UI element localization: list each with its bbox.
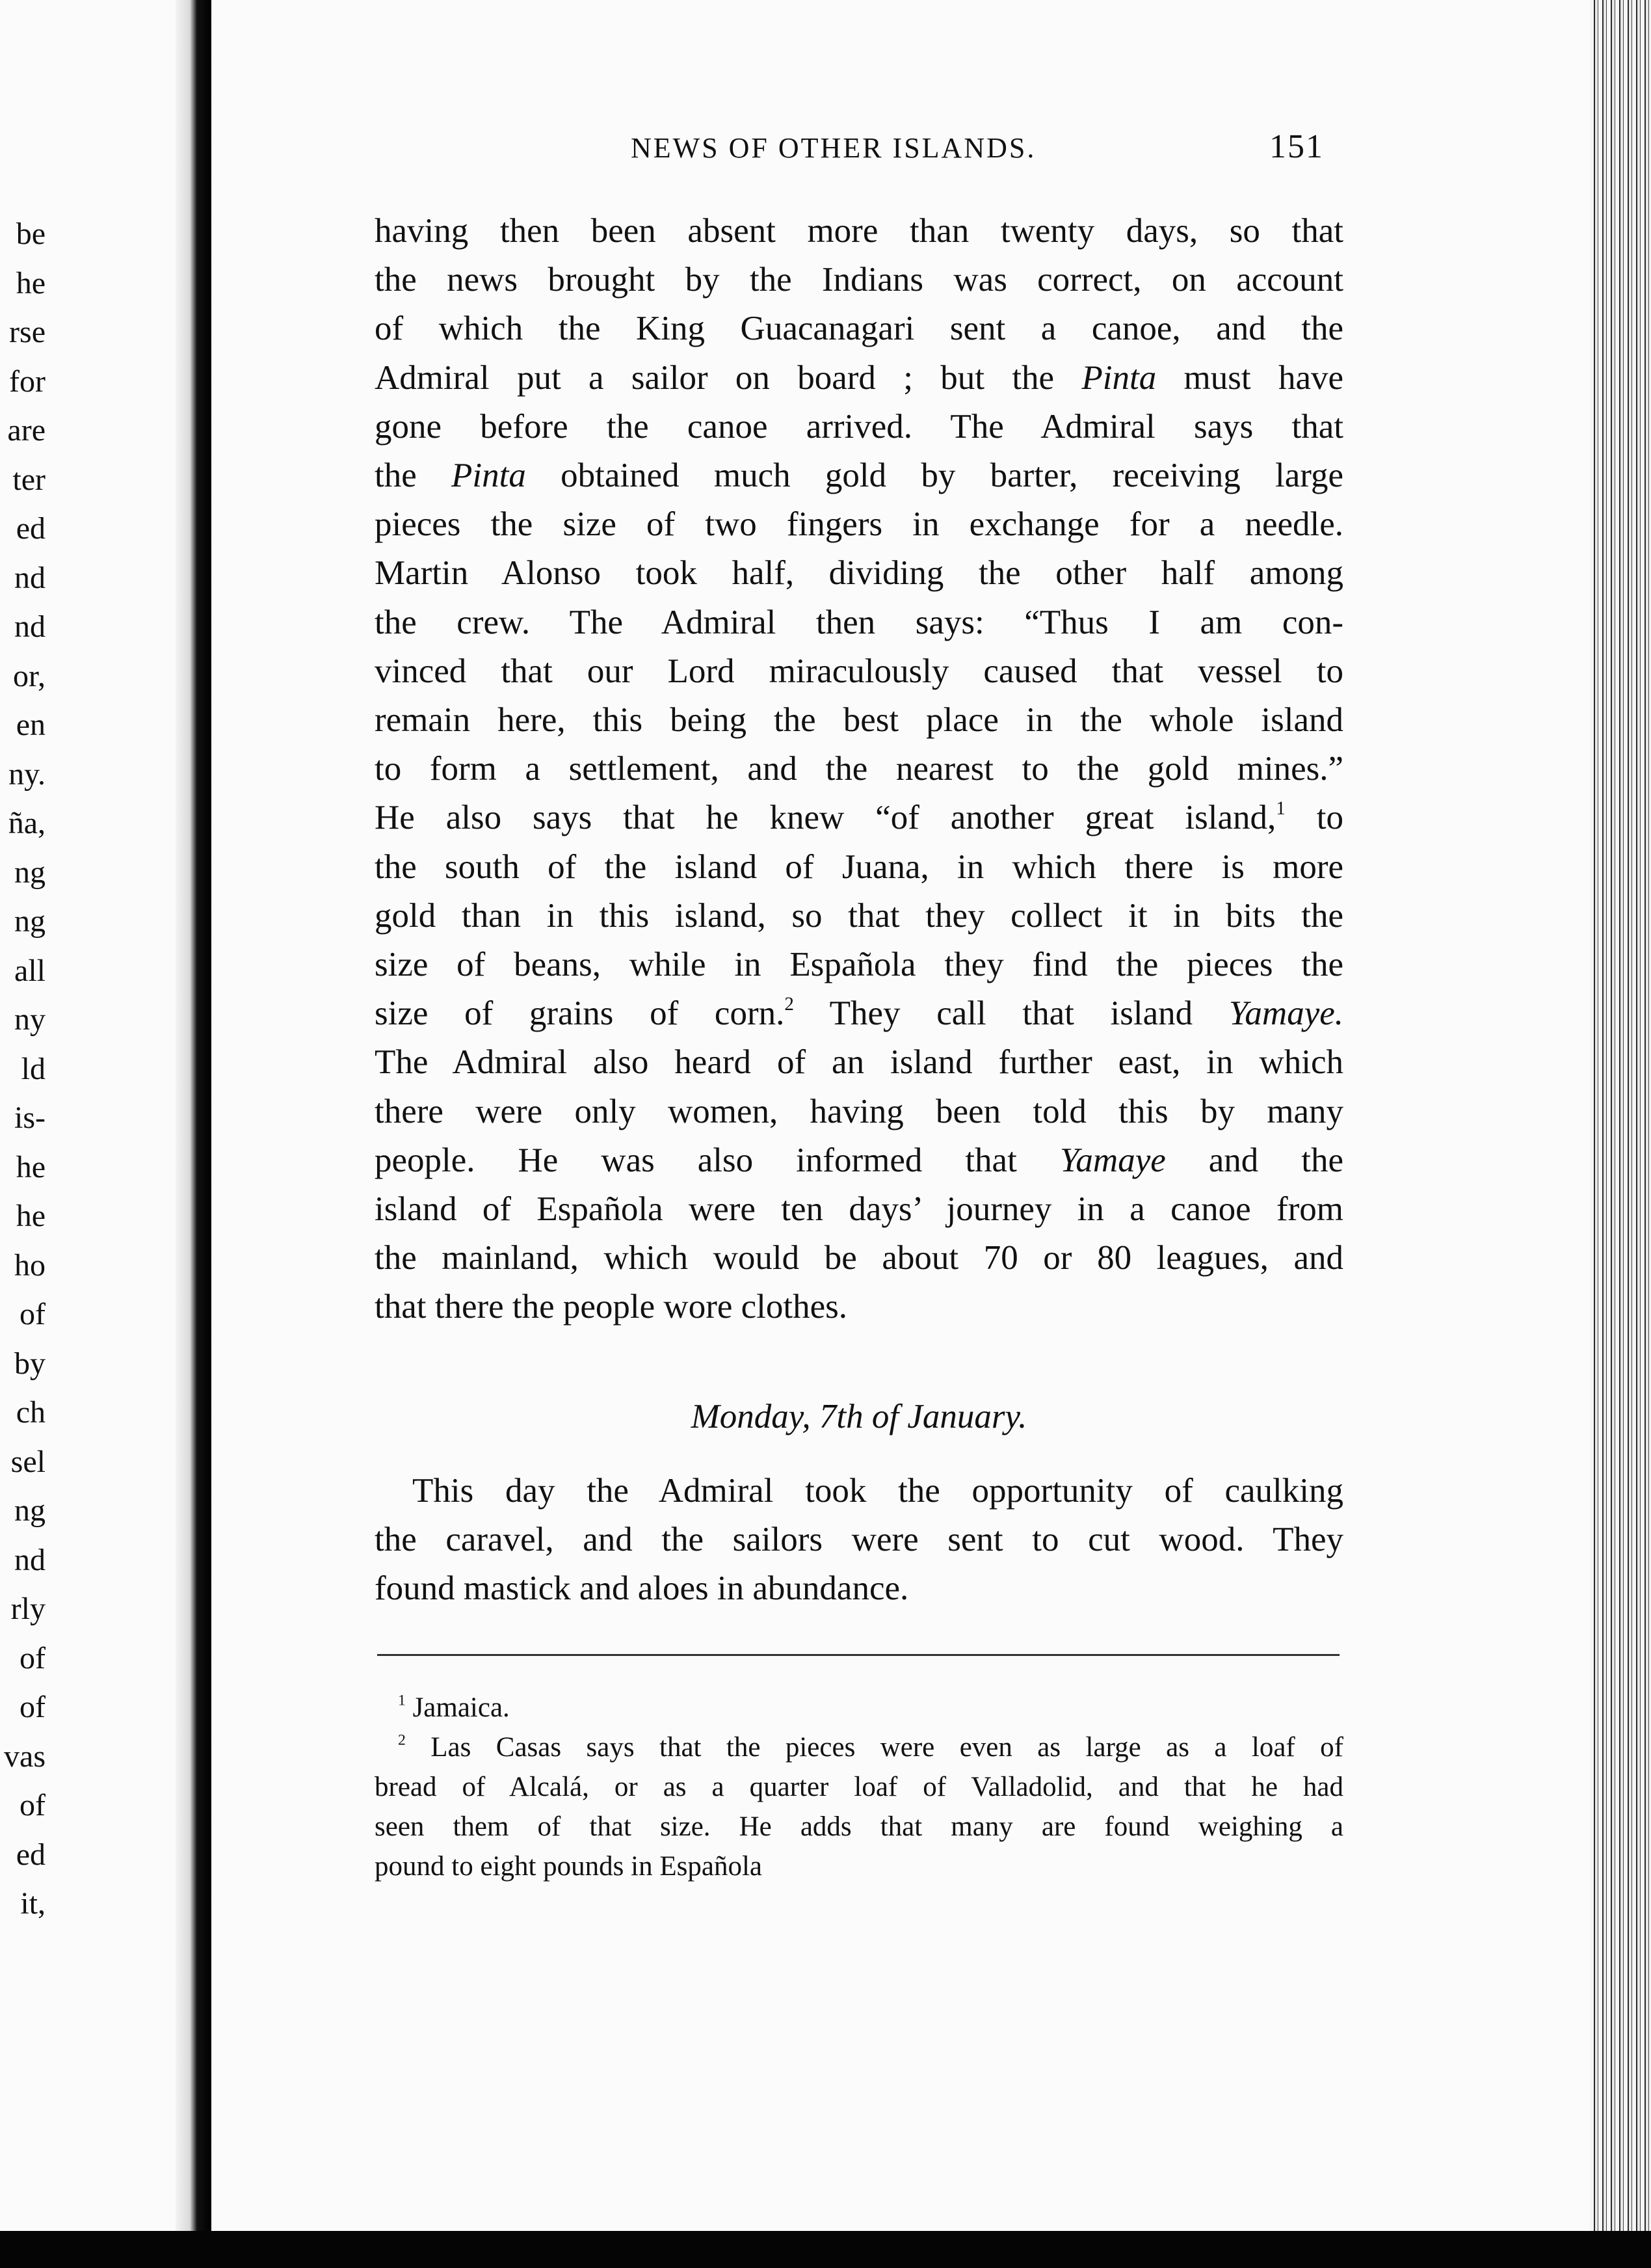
facing-page-fragment: he (16, 1149, 46, 1184)
facing-page-fragment: of (20, 1640, 46, 1675)
facing-page-fragment: nd (14, 560, 46, 595)
facing-page-fragment: vas (4, 1739, 46, 1774)
facing-page-fragment: of (20, 1788, 46, 1822)
running-head: NEWS OF OTHER ISLANDS. (631, 132, 1037, 164)
facing-page-fragment: ny (14, 1002, 46, 1037)
text-line: This day the Admiral took the opportunity of caulking (412, 1472, 1343, 1510)
paragraph-2 (375, 1467, 1343, 1614)
facing-page-fragment: ng (14, 1493, 46, 1528)
text-line: the news brought by the Indians was correct, on account (375, 261, 1343, 299)
facing-page-fragment: sel (10, 1444, 46, 1479)
facing-page-fragment: ter (12, 462, 46, 497)
facing-page-fragment: ng (14, 855, 46, 890)
text-line: size of grains of corn.$^2$ They call that island Yamaye. (375, 994, 1343, 1033)
text-line: of which the King Guacanagari sent a canoe, and the (375, 310, 1343, 348)
text-line: to form a settlement, and the nearest to the gold mines.” (375, 750, 1343, 788)
footnote-mark: 1 (398, 1692, 406, 1709)
ship-name-pinta: Pinta (451, 457, 526, 495)
paragraph-1 (375, 207, 1343, 1332)
footnote-mark: 2 (398, 1731, 406, 1749)
ship-name-pinta: Pinta (1081, 358, 1157, 397)
facing-page-fragment: ed (16, 1837, 46, 1872)
section-heading-date: Monday, 7th of January. (691, 1398, 1027, 1435)
page-fore-edge (1590, 0, 1651, 2268)
facing-page-fragment: rly (10, 1592, 46, 1626)
island-name-yamaye: Yamaye. (1228, 994, 1343, 1033)
text-line: the Pinta obtained much gold by barter, receiving large (375, 457, 1343, 495)
text-line: found mastick and aloes in abundance. (375, 1569, 909, 1608)
facing-page-fragment: are (7, 413, 46, 447)
text-line: pieces the size of two fingers in exchange for a needle. (375, 505, 1343, 544)
text-line: people. He was also informed that Yamaye and the (375, 1141, 1343, 1179)
text-line: having then been absent more than twenty days, so that (375, 212, 1343, 250)
scan-bottom-border (0, 2231, 1651, 2268)
text-line: there were only women, having been told this by many (375, 1092, 1343, 1130)
text-line: that there the people wore clothes. (375, 1288, 847, 1326)
facing-page-fragment: ch (16, 1395, 46, 1430)
text-line: He also says that he knew “of another great island,$^1$ to (375, 798, 1343, 837)
footnotes (375, 1688, 1343, 1886)
footnote-2-line: bread of Alcalá, or as a quarter loaf of Valladolid, and that he had (375, 1772, 1343, 1802)
text-line: the crew. The Admiral then says: “Thus I am con- (375, 603, 1343, 641)
text-line: the south of the island of Juana, in which there is more (375, 847, 1343, 886)
facing-page-fragment: for (9, 364, 46, 399)
facing-page-fragment: nd (14, 1542, 46, 1577)
text-line: remain here, this being the best place in the whole island (375, 701, 1343, 740)
text-line: Admiral put a sailor on board ; but the Pinta must have (375, 358, 1344, 397)
footnote-2: $^2$ Las Casas says that the pieces were even as large as a loaf of (398, 1731, 1343, 1763)
text-line: gone before the canoe arrived. The Admiral says that (375, 407, 1343, 446)
page-number: 151 (1269, 128, 1324, 165)
facing-page-fragment: he (16, 1199, 46, 1233)
facing-page-fragment: ny. (8, 756, 46, 792)
facing-page-text-fragments (0, 209, 46, 1928)
facing-page-fragment: nd (14, 609, 46, 644)
facing-page-fragment: or, (12, 658, 46, 693)
text-line: The Admiral also heard of an island further east, in which (375, 1043, 1343, 1082)
footnote-2-line: pound to eight pounds in Española (375, 1851, 762, 1882)
facing-page-fragment: of (20, 1690, 46, 1724)
facing-page-fragment: is- (14, 1101, 46, 1135)
text-line: size of beans, while in Española they find the pieces the (375, 946, 1343, 984)
facing-page-fragment: ed (16, 511, 46, 546)
facing-page-fragment: en (16, 708, 46, 742)
footnote-1: $^1$ Jamaica. (398, 1692, 510, 1723)
facing-page-fragment: ña, (8, 806, 46, 840)
facing-page-fragment: ho (14, 1247, 46, 1283)
footnote-ref-1[interactable]: 1 (1276, 798, 1286, 820)
footnote-ref-2[interactable]: 2 (784, 994, 794, 1015)
facing-page-fragment: of (20, 1297, 46, 1331)
facing-page-fragment: he (16, 265, 46, 300)
facing-page-fragment: it, (20, 1886, 46, 1921)
facing-page-fragment: rse (9, 315, 46, 349)
text-line: gold than in this island, so that they collect it in bits the (375, 896, 1343, 935)
island-name-yamaye: Yamaye (1059, 1141, 1166, 1179)
footnote-2-line: seen them of that size. He adds that many are found weighing a (375, 1811, 1343, 1842)
facing-page (0, 0, 176, 2268)
footnote-rule (377, 1654, 1340, 1656)
facing-page-fragment: all (14, 953, 46, 988)
book-gutter (176, 0, 211, 2268)
facing-page-fragment: by (14, 1346, 46, 1381)
facing-page-fragment: ng (14, 904, 46, 939)
facing-page-fragment: ld (21, 1051, 46, 1086)
text-line: vinced that our Lord miraculously caused that vessel to (375, 652, 1343, 690)
text-line: the caravel, and the sailors were sent to cut wood. They (375, 1521, 1343, 1559)
text-line: the mainland, which would be about 70 or 80 leagues, and (375, 1239, 1343, 1277)
text-line: Martin Alonso took half, dividing the other half among (375, 554, 1343, 593)
text-line: island of Española were ten days’ journey in a canoe from (375, 1190, 1343, 1229)
facing-page-fragment: be (16, 217, 46, 251)
